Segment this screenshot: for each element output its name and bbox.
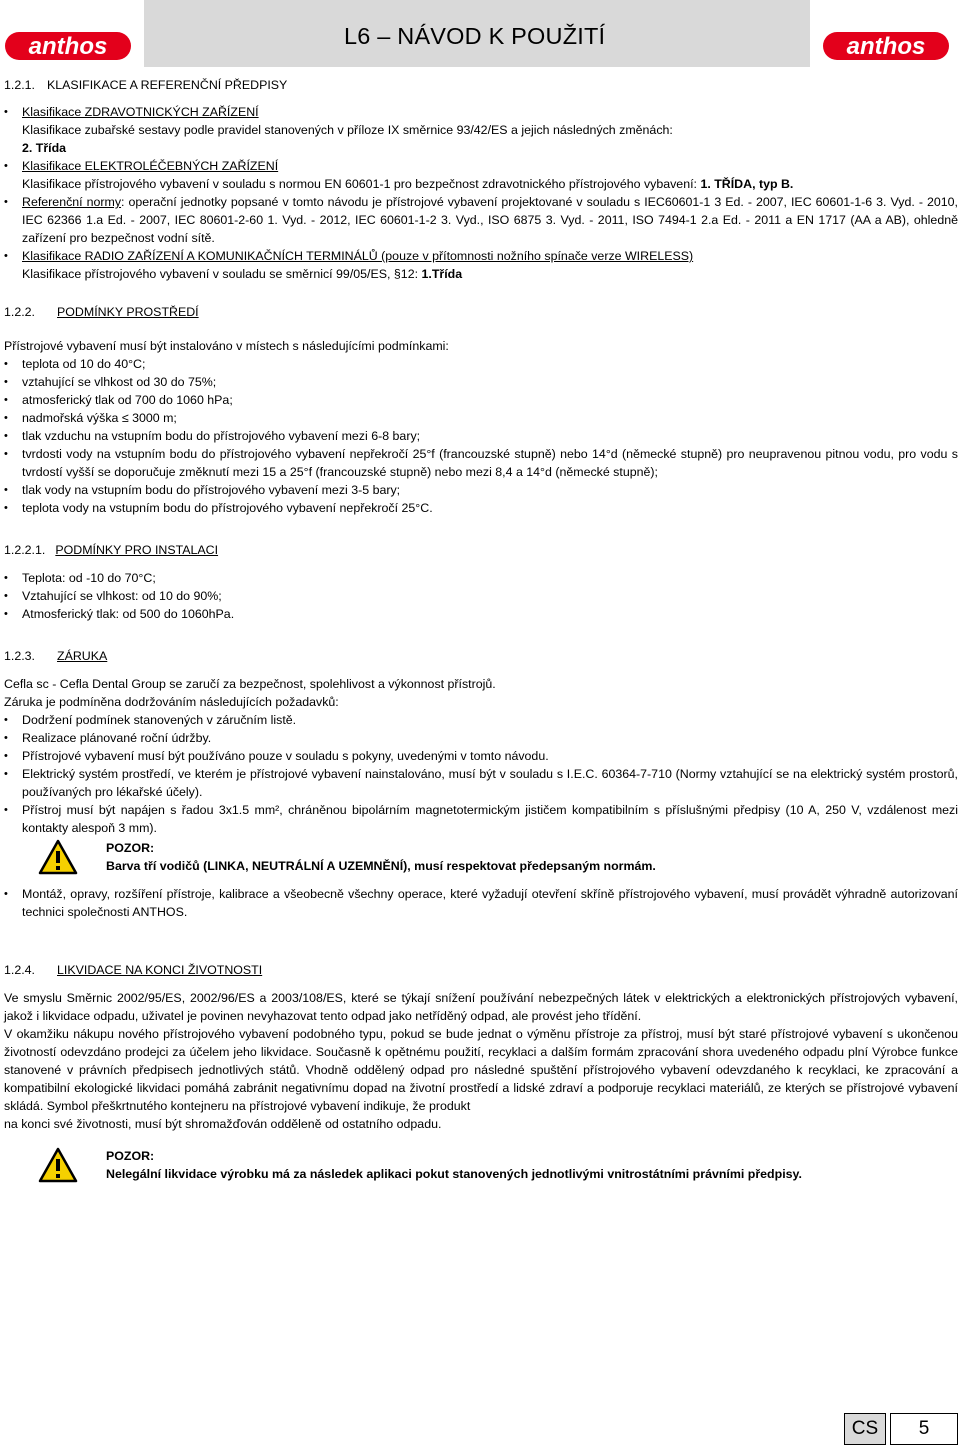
paragraph: Cefla sc - Cefla Dental Group se zaručí za bezpečnost, spolehlivost a výkonnost přístrojů. — [4, 677, 496, 691]
list-item: • vztahující se vlhkost od 30 do 75%; — [4, 373, 958, 391]
list-item — [4, 103, 958, 157]
list-item: • Přístrojové vybavení musí být používáno pouze v souladu s pokyny, uvedenými v tomto návodu. — [4, 747, 958, 765]
header-banner — [144, 0, 810, 67]
item-text: Klasifikace přístrojového vybavení v souladu se směrnicí 99/05/ES, §12: — [22, 267, 419, 281]
warning-text: Nelegální likvidace výrobku má za následek aplikaci pokut stanovených jednotlivými vnitrostátními právními předpisy. — [106, 1167, 802, 1181]
list-item: • teplota od 10 do 40°C; — [4, 355, 958, 373]
document-body — [4, 76, 958, 1183]
warning-triangle-icon — [38, 839, 78, 875]
section-title: LIKVIDACE NA KONCI ŽIVOTNOSTI — [57, 963, 263, 977]
section-title: PODMÍNKY PRO INSTALACI — [55, 543, 219, 557]
anthos-logo-left — [4, 28, 132, 64]
page-title: L6 – NÁVOD K POUŽITÍ — [344, 23, 606, 49]
warning-title: POZOR: — [106, 1149, 155, 1163]
warning-title: POZOR: — [106, 841, 155, 855]
list-item: • tvrdosti vody na vstupním bodu do přístrojového vybavení nepřekročí 25°f (francouzské stupně) nebo 14°d (německé stupně) pro neupravenou pitnou vodu, pro vodu s tvrdostí vyšší se doporučuje změknutí mezi 15 a 25°f (francouzské stupně) nebo mezi 8,4 a 14°d (německé stupně); — [4, 445, 958, 481]
logo-text: anthos — [846, 33, 926, 60]
list-item: • atmosferický tlak od 700 do 1060 hPa; — [4, 391, 958, 409]
item-class: 2. Třída — [22, 141, 67, 155]
paragraph: Přístrojové vybavení musí být instalováno v místech s následujícími podmínkami: — [4, 339, 449, 353]
section-heading-1-2-2 — [4, 303, 958, 321]
page-number: 5 — [890, 1413, 958, 1445]
environment-conditions-list — [4, 355, 958, 517]
item-class: 1.Třída — [421, 267, 463, 281]
item-heading: Referenční normy — [22, 195, 122, 209]
list-item — [4, 157, 958, 193]
list-item: • Montáž, opravy, rozšíření přístroje, kalibrace a všeobecně všechny operace, které vyžadují otevření skříně přístrojového vybavení, musí provádět výhradně autorizovaní technici společnosti ANTHOS. — [4, 885, 958, 921]
item-text: Klasifikace zubařské sestavy podle pravidel stanovených v příloze IX směrnice 93/42/ES a jejich následných změnách: — [22, 123, 673, 137]
warranty-requirements-list — [4, 711, 958, 837]
paragraph: na konci své životnosti, musí být shromažďován odděleně od ostatního odpadu. — [4, 1117, 442, 1131]
warning-text: Barva tří vodičů (LINKA, NEUTRÁLNÍ A UZEMNĚNÍ), musí respektovat předepsaným normám. — [106, 859, 656, 873]
classification-list — [4, 103, 958, 283]
section-title: ZÁRUKA — [57, 649, 108, 663]
item-class: 1. TŘÍDA, typ B. — [700, 177, 794, 191]
list-item: • Vztahující se vlhkost: od 10 do 90%; — [4, 587, 958, 605]
list-item: • Teplota: od -10 do 70°C; — [4, 569, 958, 587]
section-heading-1-2-4 — [4, 961, 958, 979]
language-code: CS — [844, 1413, 886, 1445]
item-text: Klasifikace přístrojového vybavení v souladu s normou EN 60601-1 pro bezpečnost zdravotnického přístrojového vybavení: — [22, 177, 697, 191]
section-heading-1-2-1 — [4, 76, 958, 94]
section-number: 1.2.2. — [4, 305, 36, 319]
list-item: • Elektrický systém prostředí, ve kterém je přístrojové vybavení nainstalováno, musí být v souladu s I.E.C. 60364-7-710 (Normy vztahující se na elektrický systém prostorů, používaných pro lékařské účely). — [4, 765, 958, 801]
section-title: KLASIFIKACE A REFERENČNÍ PŘEDPISY — [47, 78, 288, 92]
list-item: • nadmořská výška ≤ 3000 m; — [4, 409, 958, 427]
paragraph: Záruka je podmíněna dodržováním následujících požadavků: — [4, 695, 339, 709]
paragraph: Ve smyslu Směrnic 2002/95/ES, 2002/96/ES a 2003/108/ES, které se týkají snížení používání nebezpečných látek v elektrických a elektronických přístrojových vybavení, jakož i likvidace odpadu, uživatel je povinen nevyhazovat tento odpad jako netříděný odpad, ale provést jeho třídění. — [4, 991, 958, 1023]
warning-box — [4, 1147, 958, 1183]
item-heading: Klasifikace RADIO ZAŘÍZENÍ A KOMUNIKAČNÍCH TERMINÁLŮ (pouze v přítomnosti nožního spínače verze WIRELESS) — [22, 249, 694, 263]
item-text: : operační jednotky popsané v tomto návodu je přístrojové vybavení projektované v souladu s IEC60601-1 3 Ed. - 2007, IEC 60601-1-6 3. Vyd. - 2010, IEC 62366 1.a Ed. - 2007, IEC 80601-2-60 1. Vyd. - 2012, IEC 60601-1-2 3. Vyd., ISO 6875 3. Vyd. - 2011, ISO 7494-1 2.a Ed. - 2011 a EN 1717 (AA a AB), ohledně zařízení pro bezpečnost vodní sítě. — [22, 195, 958, 245]
list-item: • tlak vzduchu na vstupním bodu do přístrojového vybavení mezi 6-8 bary; — [4, 427, 958, 445]
section-heading-1-2-2-1 — [4, 541, 958, 559]
list-item: • Přístroj musí být napájen s řadou 3x1.5 mm², chráněnou bipolárním magnetotermickým jističem kompatibilním s příslušnými předpisy (10 A, 250 V, vzdálenost mezi kontakty alespoň 3 mm). — [4, 801, 958, 837]
anthos-logo-right — [822, 28, 950, 64]
section-number: 1.2.1. — [4, 78, 36, 92]
list-item: • Dodržení podmínek stanovených v záručním listě. — [4, 711, 958, 729]
item-heading: Klasifikace ZDRAVOTNICKÝCH ZAŘÍZENÍ — [22, 105, 259, 119]
list-item: • Atmosferický tlak: od 500 do 1060hPa. — [4, 605, 958, 623]
list-item — [4, 193, 958, 247]
list-item: • teplota vody na vstupním bodu do přístrojového vybavení nepřekročí 25°C. — [4, 499, 958, 517]
paragraph: V okamžiku nákupu nového přístrojového vybavení podobného typu, pokud se bude jednat o výměnu přístroje za přístroj, musí být staré přístrojové vybavení s ukončenou životností odevzdáno prodejci za účelem jeho likvidace. Současně k opětnému použití, recyklaci a dalším formám zpracování shora uvedeného odpadu plní Výrobce funkce stanovené v právních předpisech jednotlivých států. Vhodně oddělený odpad pro následné spuštění přístrojového vybavení odevzdaného k recyklaci, ke zpracování a kompatibilní ekologické likvidaci pomáhá zabránit negativnímu dopad na životní prostředí a lidské zdraví a podporuje recyklaci materiálů, ze kterých se přístrojové vybavení skládá. Symbol přeškrtnutého kontejneru na přístrojové vybavení indikuje, že produkt — [4, 1027, 958, 1113]
installation-conditions-list — [4, 569, 958, 623]
section-number: 1.2.3. — [4, 649, 36, 663]
section-number: 1.2.2.1. — [4, 543, 46, 557]
item-heading: Klasifikace ELEKTROLÉČEBNÝCH ZAŘÍZENÍ — [22, 159, 279, 173]
list-item — [4, 247, 958, 283]
section-title: PODMÍNKY PROSTŘEDÍ — [57, 305, 199, 319]
section-heading-1-2-3 — [4, 647, 958, 665]
list-item: • Realizace plánované roční údržby. — [4, 729, 958, 747]
warranty-final-list — [4, 885, 958, 921]
list-item: • tlak vody na vstupním bodu do přístrojového vybavení mezi 3-5 bary; — [4, 481, 958, 499]
warning-triangle-icon — [38, 1147, 78, 1183]
warning-box — [4, 839, 958, 875]
section-number: 1.2.4. — [4, 963, 36, 977]
logo-text: anthos — [28, 33, 108, 60]
